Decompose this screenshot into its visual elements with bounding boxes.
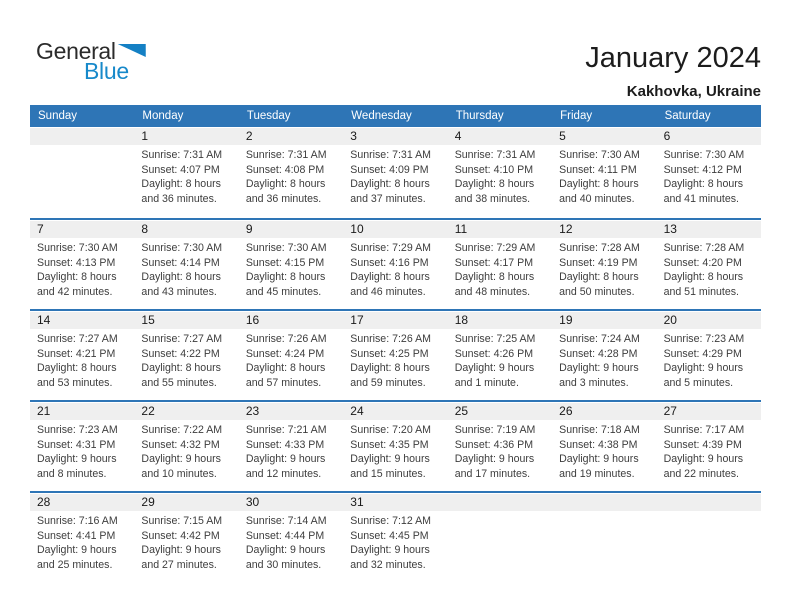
day-sunrise: Sunrise: 7:30 AM [141, 242, 223, 254]
logo-text-blue: Blue [84, 58, 129, 84]
day-sunset: Sunset: 4:24 PM [245, 347, 325, 360]
day-number: 23 [239, 403, 343, 420]
week-row-1 [30, 127, 761, 218]
day-cell-empty [30, 127, 134, 218]
day-sunset: Sunset: 4:45 PM [350, 529, 429, 542]
day-daylight-line1: Daylight: 8 hours [350, 271, 430, 284]
day-details [552, 511, 656, 514]
day-sunrise: Sunrise: 7:31 AM [245, 149, 327, 161]
day-number: 5 [552, 128, 656, 145]
day-daylight-line1: Daylight: 8 hours [37, 271, 117, 284]
day-daylight-line1: Daylight: 8 hours [350, 178, 430, 191]
day-details [30, 511, 134, 572]
page-location: Kakhovka, Ukraine [626, 83, 761, 100]
day-sunrise: Sunrise: 7:29 AM [454, 242, 536, 254]
day-number: 24 [343, 403, 447, 420]
day-sunset: Sunset: 4:12 PM [663, 163, 742, 176]
day-cell-22 [134, 402, 238, 491]
day-number: 21 [30, 403, 134, 420]
week-row-5 [30, 491, 761, 582]
day-sunrise: Sunrise: 7:31 AM [454, 149, 536, 161]
day-sunrise: Sunrise: 7:27 AM [141, 333, 223, 345]
day-details [134, 145, 238, 206]
day-sunset: Sunset: 4:31 PM [37, 438, 116, 451]
day-details [134, 420, 238, 481]
day-cell-30 [239, 493, 343, 582]
day-daylight-line1: Daylight: 9 hours [141, 453, 221, 466]
day-details [239, 511, 343, 572]
day-sunset: Sunset: 4:41 PM [37, 529, 116, 542]
day-sunset: Sunset: 4:35 PM [350, 438, 429, 451]
day-number: 28 [30, 494, 134, 511]
day-sunrise: Sunrise: 7:29 AM [350, 242, 431, 254]
day-daylight-line2: and 36 minutes. [245, 192, 322, 205]
day-sunrise: Sunrise: 7:26 AM [245, 333, 327, 345]
day-cell-25 [448, 402, 552, 491]
day-daylight-line1: Daylight: 8 hours [663, 178, 744, 191]
day-sunset: Sunset: 4:32 PM [141, 438, 220, 451]
day-daylight-line2: and 51 minutes. [663, 285, 739, 298]
day-daylight-line1: Daylight: 8 hours [663, 271, 744, 284]
day-cell-14 [30, 311, 134, 400]
day-number: 11 [448, 221, 552, 238]
day-cell-29 [134, 493, 238, 582]
day-sunset: Sunset: 4:33 PM [245, 438, 325, 451]
day-cell-5 [552, 127, 656, 218]
day-number: 26 [552, 403, 656, 420]
weekday-header-sunday: Sunday [38, 110, 78, 122]
day-cell-26 [552, 402, 656, 491]
day-cell-8 [134, 220, 238, 309]
day-sunrise: Sunrise: 7:30 AM [559, 149, 640, 161]
day-number [30, 128, 134, 145]
day-details [239, 145, 343, 206]
weekday-header-wednesday: Wednesday [351, 110, 412, 122]
day-details [552, 420, 656, 481]
day-daylight-line1: Daylight: 9 hours [245, 453, 326, 466]
day-details [134, 329, 238, 390]
day-details [239, 238, 343, 299]
day-sunrise: Sunrise: 7:30 AM [663, 149, 745, 161]
day-daylight-line2: and 32 minutes. [350, 558, 426, 571]
day-number: 13 [657, 221, 761, 238]
day-number: 30 [239, 494, 343, 511]
day-cell-10 [343, 220, 447, 309]
day-sunset: Sunset: 4:08 PM [245, 163, 325, 176]
day-sunrise: Sunrise: 7:28 AM [663, 242, 745, 254]
day-number [552, 494, 656, 511]
day-cell-23 [239, 402, 343, 491]
day-daylight-line1: Daylight: 9 hours [350, 453, 430, 466]
week-row-4 [30, 400, 761, 491]
day-number: 7 [30, 221, 134, 238]
day-daylight-line2: and 37 minutes. [350, 192, 426, 205]
day-number: 15 [134, 312, 238, 329]
day-cell-20 [657, 311, 761, 400]
day-sunset: Sunset: 4:07 PM [141, 163, 220, 176]
day-number: 14 [30, 312, 134, 329]
day-sunrise: Sunrise: 7:31 AM [141, 149, 223, 161]
day-sunset: Sunset: 4:28 PM [559, 347, 638, 360]
day-daylight-line1: Daylight: 9 hours [350, 544, 430, 557]
logo-text-general: General [36, 38, 116, 64]
day-number: 19 [552, 312, 656, 329]
day-daylight-line2: and 55 minutes. [141, 376, 217, 389]
day-number [448, 494, 552, 511]
day-cell-27 [657, 402, 761, 491]
day-daylight-line2: and 25 minutes. [37, 558, 113, 571]
day-daylight-line1: Daylight: 9 hours [454, 362, 535, 375]
day-details [134, 238, 238, 299]
day-daylight-line2: and 8 minutes. [37, 467, 107, 480]
day-daylight-line1: Daylight: 9 hours [141, 544, 221, 557]
day-number: 2 [239, 128, 343, 145]
day-daylight-line2: and 15 minutes. [350, 467, 426, 480]
day-daylight-line2: and 50 minutes. [559, 285, 635, 298]
weekday-header-row [30, 105, 761, 127]
day-cell-28 [30, 493, 134, 582]
weekday-header-thursday: Thursday [455, 110, 504, 122]
day-sunset: Sunset: 4:19 PM [559, 256, 638, 269]
day-sunrise: Sunrise: 7:17 AM [663, 424, 745, 436]
day-number: 10 [343, 221, 447, 238]
day-cell-12 [552, 220, 656, 309]
day-cell-16 [239, 311, 343, 400]
day-details [343, 238, 447, 299]
day-sunset: Sunset: 4:38 PM [559, 438, 638, 451]
day-number: 3 [343, 128, 447, 145]
day-daylight-line2: and 22 minutes. [663, 467, 739, 480]
day-daylight-line2: and 3 minutes. [559, 376, 629, 389]
day-number: 31 [343, 494, 447, 511]
day-daylight-line1: Daylight: 8 hours [141, 362, 221, 375]
day-details [30, 145, 134, 148]
day-daylight-line1: Daylight: 8 hours [37, 362, 117, 375]
week-row-2 [30, 218, 761, 309]
day-cell-empty [552, 493, 656, 582]
day-sunset: Sunset: 4:36 PM [454, 438, 534, 451]
day-daylight-line2: and 48 minutes. [454, 285, 531, 298]
day-daylight-line2: and 36 minutes. [141, 192, 217, 205]
day-sunset: Sunset: 4:13 PM [37, 256, 116, 269]
day-daylight-line1: Daylight: 9 hours [663, 362, 744, 375]
day-cell-2 [239, 127, 343, 218]
day-sunset: Sunset: 4:17 PM [454, 256, 534, 269]
weekday-header-monday: Monday [142, 110, 184, 122]
day-details [30, 238, 134, 299]
day-sunset: Sunset: 4:39 PM [663, 438, 742, 451]
day-daylight-line1: Daylight: 9 hours [454, 453, 535, 466]
day-cell-13 [657, 220, 761, 309]
day-number: 29 [134, 494, 238, 511]
day-daylight-line1: Daylight: 9 hours [37, 453, 117, 466]
day-daylight-line2: and 27 minutes. [141, 558, 217, 571]
day-daylight-line1: Daylight: 8 hours [454, 178, 535, 191]
day-details [448, 145, 552, 206]
day-details [552, 145, 656, 206]
day-number: 18 [448, 312, 552, 329]
day-cell-7 [30, 220, 134, 309]
day-sunset: Sunset: 4:21 PM [37, 347, 116, 360]
day-sunrise: Sunrise: 7:28 AM [559, 242, 640, 254]
day-sunset: Sunset: 4:14 PM [141, 256, 220, 269]
day-daylight-line2: and 10 minutes. [141, 467, 217, 480]
day-details [657, 145, 761, 206]
day-daylight-line2: and 1 minute. [454, 376, 519, 389]
day-cell-17 [343, 311, 447, 400]
day-sunset: Sunset: 4:20 PM [663, 256, 742, 269]
day-details [30, 420, 134, 481]
day-sunset: Sunset: 4:42 PM [141, 529, 220, 542]
day-daylight-line1: Daylight: 8 hours [245, 178, 326, 191]
day-daylight-line1: Daylight: 8 hours [559, 178, 639, 191]
day-daylight-line2: and 12 minutes. [245, 467, 322, 480]
day-sunrise: Sunrise: 7:31 AM [350, 149, 431, 161]
day-number: 22 [134, 403, 238, 420]
day-sunrise: Sunrise: 7:24 AM [559, 333, 640, 345]
day-sunrise: Sunrise: 7:14 AM [245, 515, 327, 527]
day-daylight-line1: Daylight: 9 hours [663, 453, 744, 466]
day-sunset: Sunset: 4:29 PM [663, 347, 742, 360]
day-sunset: Sunset: 4:16 PM [350, 256, 429, 269]
day-cell-empty [657, 493, 761, 582]
day-sunrise: Sunrise: 7:21 AM [245, 424, 327, 436]
day-details [134, 511, 238, 572]
day-details [552, 329, 656, 390]
day-daylight-line1: Daylight: 8 hours [141, 271, 221, 284]
day-daylight-line1: Daylight: 9 hours [559, 362, 639, 375]
day-details [239, 329, 343, 390]
day-sunset: Sunset: 4:10 PM [454, 163, 534, 176]
day-number: 17 [343, 312, 447, 329]
day-number: 20 [657, 312, 761, 329]
day-sunrise: Sunrise: 7:25 AM [454, 333, 536, 345]
day-daylight-line1: Daylight: 9 hours [37, 544, 117, 557]
day-sunrise: Sunrise: 7:20 AM [350, 424, 431, 436]
day-cell-15 [134, 311, 238, 400]
logo-triangle-icon [118, 44, 146, 57]
day-number: 9 [239, 221, 343, 238]
general-blue-logo [36, 40, 146, 83]
day-details [30, 329, 134, 390]
day-sunrise: Sunrise: 7:23 AM [663, 333, 745, 345]
day-details [657, 238, 761, 299]
day-daylight-line1: Daylight: 8 hours [245, 362, 326, 375]
week-row-3 [30, 309, 761, 400]
day-sunrise: Sunrise: 7:18 AM [559, 424, 640, 436]
day-daylight-line2: and 45 minutes. [245, 285, 322, 298]
day-cell-9 [239, 220, 343, 309]
day-number [657, 494, 761, 511]
day-daylight-line2: and 30 minutes. [245, 558, 322, 571]
title-block [585, 42, 761, 100]
day-sunrise: Sunrise: 7:23 AM [37, 424, 118, 436]
day-number: 27 [657, 403, 761, 420]
weekday-header-tuesday: Tuesday [246, 110, 291, 122]
day-daylight-line1: Daylight: 9 hours [245, 544, 326, 557]
day-daylight-line1: Daylight: 8 hours [559, 271, 639, 284]
day-details [552, 238, 656, 299]
day-daylight-line2: and 59 minutes. [350, 376, 426, 389]
day-cell-24 [343, 402, 447, 491]
day-sunrise: Sunrise: 7:12 AM [350, 515, 431, 527]
day-daylight-line2: and 19 minutes. [559, 467, 635, 480]
day-number: 1 [134, 128, 238, 145]
day-details [448, 329, 552, 390]
day-details [343, 329, 447, 390]
day-sunrise: Sunrise: 7:27 AM [37, 333, 118, 345]
day-cell-4 [448, 127, 552, 218]
day-daylight-line1: Daylight: 8 hours [245, 271, 326, 284]
day-number: 4 [448, 128, 552, 145]
day-number: 16 [239, 312, 343, 329]
day-sunset: Sunset: 4:44 PM [245, 529, 325, 542]
day-daylight-line1: Daylight: 8 hours [350, 362, 430, 375]
day-sunset: Sunset: 4:09 PM [350, 163, 429, 176]
day-number: 12 [552, 221, 656, 238]
day-sunset: Sunset: 4:22 PM [141, 347, 220, 360]
day-details [343, 145, 447, 206]
day-details [448, 420, 552, 481]
day-details [448, 511, 552, 514]
day-sunrise: Sunrise: 7:30 AM [245, 242, 327, 254]
day-cell-empty [448, 493, 552, 582]
day-sunset: Sunset: 4:15 PM [245, 256, 325, 269]
day-details [239, 420, 343, 481]
day-details [448, 238, 552, 299]
weekday-header-saturday: Saturday [664, 110, 711, 122]
day-daylight-line2: and 38 minutes. [454, 192, 531, 205]
page-title: January 2024 [585, 42, 761, 74]
day-daylight-line2: and 42 minutes. [37, 285, 113, 298]
day-details [343, 420, 447, 481]
day-cell-21 [30, 402, 134, 491]
day-details [343, 511, 447, 572]
day-daylight-line2: and 46 minutes. [350, 285, 426, 298]
day-number: 6 [657, 128, 761, 145]
day-sunrise: Sunrise: 7:15 AM [141, 515, 223, 527]
day-cell-11 [448, 220, 552, 309]
day-daylight-line1: Daylight: 8 hours [141, 178, 221, 191]
day-sunrise: Sunrise: 7:26 AM [350, 333, 431, 345]
day-details [657, 511, 761, 514]
day-daylight-line2: and 5 minutes. [663, 376, 734, 389]
day-daylight-line2: and 41 minutes. [663, 192, 739, 205]
day-sunrise: Sunrise: 7:22 AM [141, 424, 223, 436]
day-sunrise: Sunrise: 7:30 AM [37, 242, 118, 254]
day-details [657, 329, 761, 390]
day-daylight-line1: Daylight: 8 hours [454, 271, 535, 284]
day-number: 25 [448, 403, 552, 420]
day-number: 8 [134, 221, 238, 238]
day-daylight-line2: and 43 minutes. [141, 285, 217, 298]
day-sunrise: Sunrise: 7:19 AM [454, 424, 536, 436]
day-daylight-line2: and 57 minutes. [245, 376, 322, 389]
calendar-table [30, 105, 761, 582]
day-daylight-line2: and 17 minutes. [454, 467, 531, 480]
day-cell-18 [448, 311, 552, 400]
day-details [657, 420, 761, 481]
day-daylight-line2: and 53 minutes. [37, 376, 113, 389]
day-cell-1 [134, 127, 238, 218]
day-sunrise: Sunrise: 7:16 AM [37, 515, 118, 527]
day-sunset: Sunset: 4:26 PM [454, 347, 534, 360]
day-cell-6 [657, 127, 761, 218]
day-cell-31 [343, 493, 447, 582]
day-daylight-line1: Daylight: 9 hours [559, 453, 639, 466]
day-sunset: Sunset: 4:11 PM [559, 163, 637, 176]
day-daylight-line2: and 40 minutes. [559, 192, 635, 205]
weekday-header-friday: Friday [560, 110, 593, 122]
day-cell-3 [343, 127, 447, 218]
day-sunset: Sunset: 4:25 PM [350, 347, 429, 360]
day-cell-19 [552, 311, 656, 400]
